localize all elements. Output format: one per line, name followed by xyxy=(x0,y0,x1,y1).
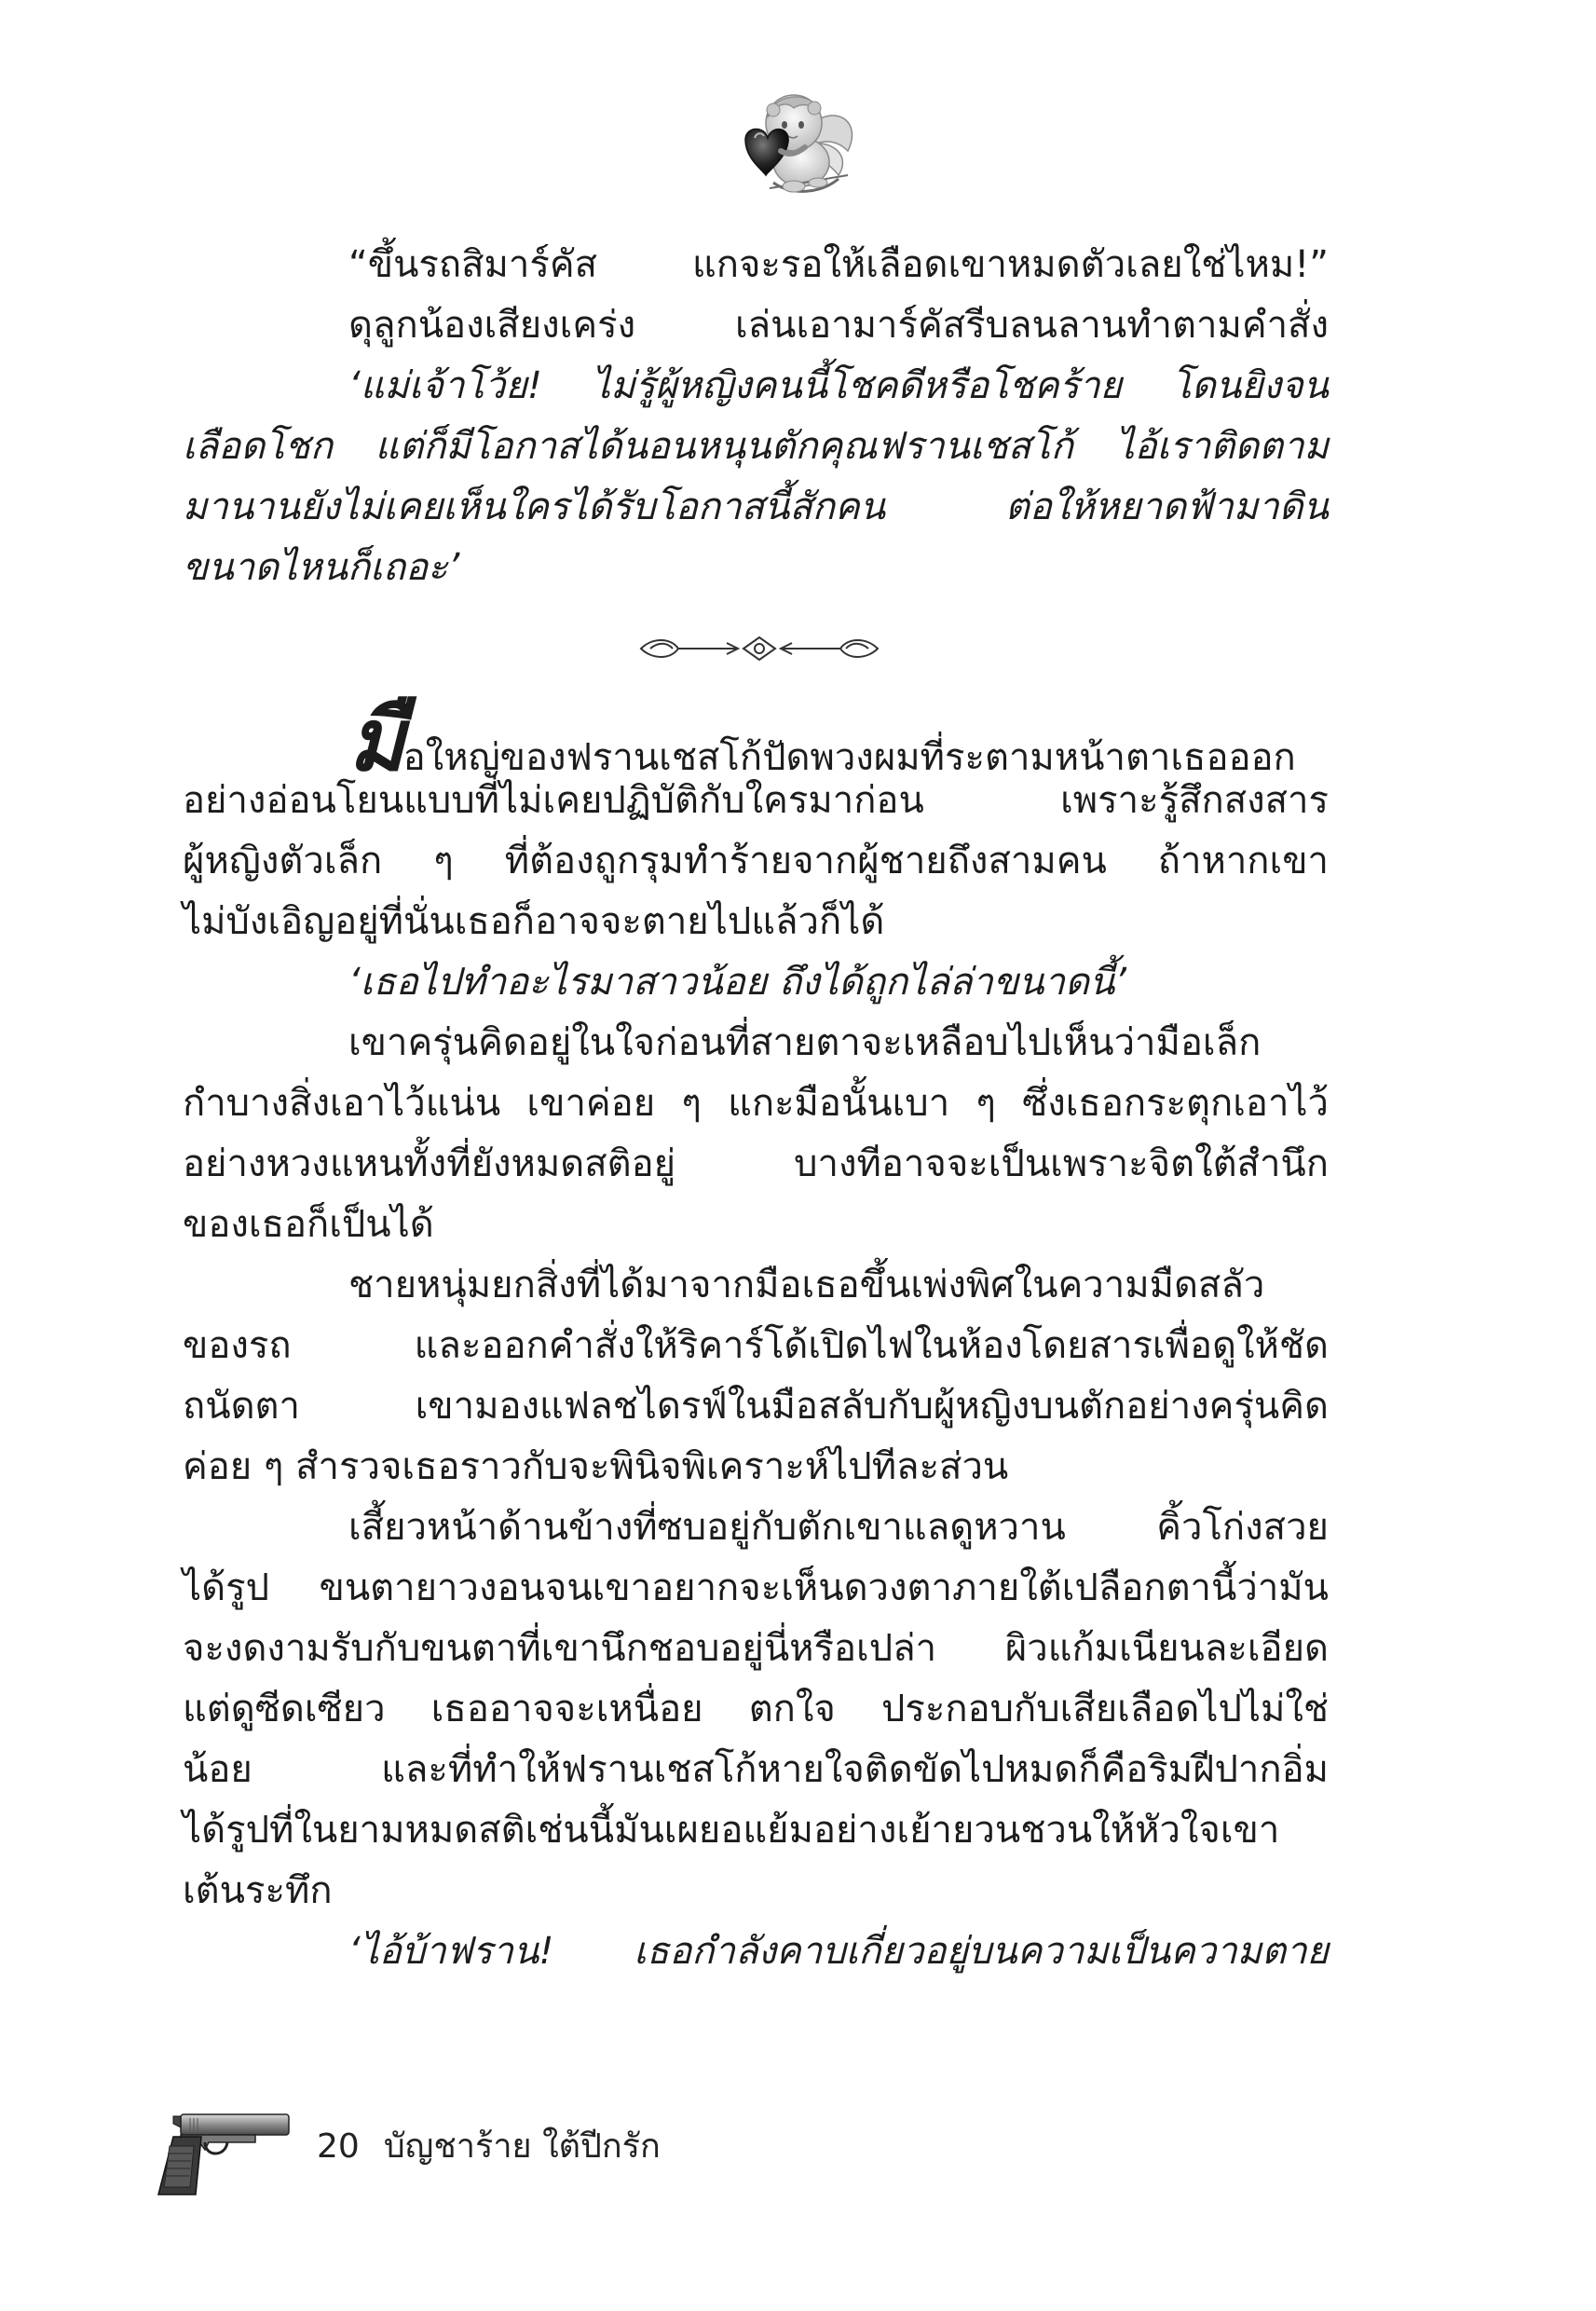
paragraph-line: ขนาดไหนก็เถอะ’ xyxy=(183,546,460,589)
paragraph-line-text: อใหญ่ของฟรานเชสโก้ปัดพวงผมที่ระตามหน้าตาเธอออก xyxy=(402,736,1296,779)
ornamental-divider-icon xyxy=(634,630,885,667)
page-number: 20 xyxy=(317,2127,360,2166)
paragraph-line: ‘เธอไปทำอะไรมาสาวน้อย ถึงได้ถูกไล่ล่าขนาดนี้’ xyxy=(348,961,1127,1004)
paragraph-line: ของรถ และออกคำสั่งให้ริคาร์โด้เปิดไฟในห้องโดยสารเพื่อดูให้ชัด xyxy=(183,1324,1329,1367)
paragraph-line: ผู้หญิงตัวเล็ก ๆ ที่ต้องถูกรุมทำร้ายจากผู้ชายถึงสามคน ถ้าหากเขา xyxy=(183,840,1329,882)
text-section-2 xyxy=(183,690,1329,1982)
drop-cap: มื xyxy=(348,690,403,790)
paragraph-line: ชายหนุ่มยกสิ่งที่ได้มาจากมือเธอขึ้นเพ่งพิศในความมืดสลัว xyxy=(348,1264,1265,1306)
text-section-1 xyxy=(183,235,1329,598)
paragraph-line: เต้นระทึก xyxy=(183,1869,333,1912)
paragraph-line: ไม่บังเอิญอยู่ที่นั่นเธอก็อาจจะตายไปแล้วก็ได้ xyxy=(183,900,885,943)
paragraph-line-with-dropcap xyxy=(183,690,1329,790)
paragraph-line: เขาครุ่นคิดอยู่ในใจก่อนที่สายตาจะเหลือบไปเห็นว่ามือเล็ก xyxy=(348,1021,1262,1064)
paragraph-line: ถนัดตา เขามองแฟลชไดรฟ์ในมือสลับกับผู้หญิงบนตักอย่างครุ่นคิด xyxy=(183,1385,1329,1428)
paragraph-line: กำบางสิ่งเอาไว้แน่น เขาค่อย ๆ แกะมือนั้นเบา ๆ ซึ่งเธอกระตุกเอาไว้ xyxy=(183,1082,1329,1125)
paragraph-line: ได้รูปที่ในยามหมดสติเช่นนี้มันเผยอแย้มอย่างเย้ายวนชวนให้หัวใจเขา xyxy=(183,1809,1280,1852)
paragraph-line: อย่างอ่อนโยนแบบที่ไม่เคยปฏิบัติกับใครมาก่อน เพราะรู้สึกสงสาร xyxy=(183,779,1329,822)
paragraph-line: “ขึ้นรถสิมาร์คัส แกจะรอให้เลือดเขาหมดตัวเลยใช่ไหม!” xyxy=(348,243,1329,286)
paragraph-line: ได้รูป ขนตายาวงอนจนเขาอยากจะเห็นดวงตาภายใต้เปลือกตานี้ว่ามัน xyxy=(183,1566,1329,1609)
page-footer xyxy=(317,2126,661,2167)
paragraph-line: อย่างหวงแหนทั้งที่ยังหมดสติอยู่ บางทีอาจจะเป็นเพราะจิตใต้สำนึก xyxy=(183,1142,1329,1185)
paragraph-line: น้อย และที่ทำให้ฟรานเชสโก้หายใจติดขัดไปหมดก็คือริมฝีปากอิ่ม xyxy=(183,1748,1329,1791)
paragraph-line: เสี้ยวหน้าด้านข้างที่ซบอยู่กับตักเขาแลดูหวาน คิ้วโก่งสวย xyxy=(348,1506,1329,1549)
paragraph-line: จะงดงามรับกับขนตาที่เขานึกชอบอยู่นี่หรือเปล่า ผิวแก้มเนียนละเอียด xyxy=(183,1627,1329,1670)
paragraph-line: มานานยังไม่เคยเห็นใครได้รับโอกาสนี้สักคน ต่อให้หยาดฟ้ามาดิน xyxy=(183,485,1329,528)
paragraph-line: ‘ไอ้บ้าฟราน! เธอกำลังคาบเกี่ยวอยู่บนความเป็นความตาย xyxy=(348,1930,1329,1973)
paragraph-line: ค่อย ๆ สำรวจเธอราวกับจะพินิจพิเคราะห์ไปทีละส่วน xyxy=(183,1445,1009,1488)
book-title: บัญชาร้าย ใต้ปีกรัก xyxy=(383,2127,661,2166)
paragraph-line: แต่ดูซีดเซียว เธออาจจะเหนื่อย ตกใจ ประกอบกับเสียเลือดไปไม่ใช่ xyxy=(183,1688,1329,1730)
cupid-holding-heart-icon xyxy=(708,86,866,202)
pistol-icon xyxy=(153,2109,291,2198)
paragraph-line: ดุลูกน้องเสียงเคร่ง เล่นเอามาร์คัสรีบลนลานทำตามคำสั่ง xyxy=(348,304,1329,347)
paragraph-line: ของเธอก็เป็นได้ xyxy=(183,1203,434,1246)
paragraph-line: เลือดโชก แต่ก็มีโอกาสได้นอนหนุนตักคุณฟรานเชสโก้ ไอ้เราติดตาม xyxy=(183,425,1329,468)
paragraph-line: ‘แม่เจ้าโว้ย! ไม่รู้ผู้หญิงคนนี้โชคดีหรือโชคร้าย โดนยิงจน xyxy=(348,364,1329,407)
